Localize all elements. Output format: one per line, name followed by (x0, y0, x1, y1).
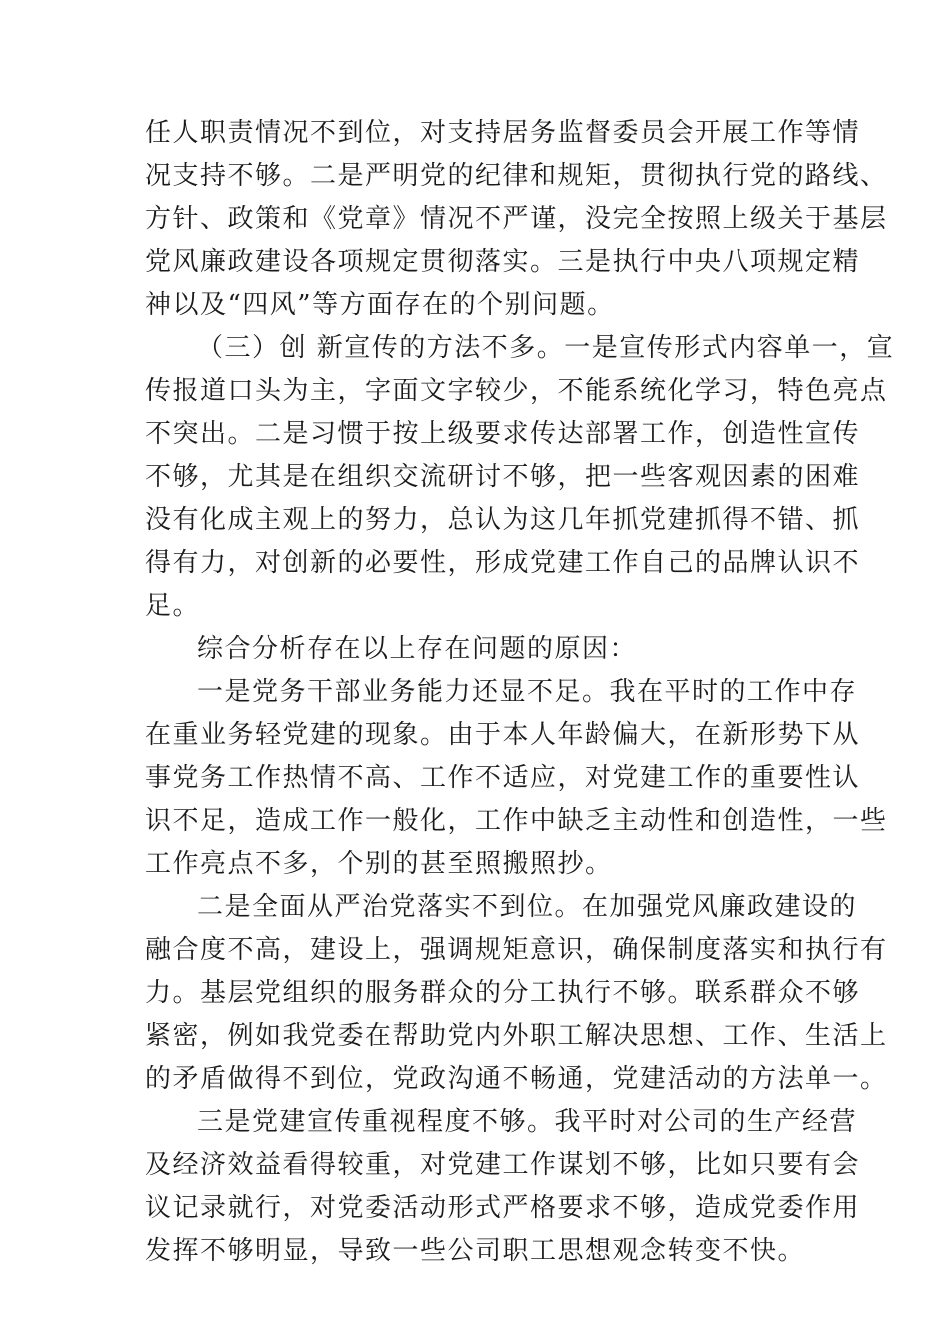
text-line: 融合度不高，建设上，强调规矩意识，确保制度落实和执行有 (145, 935, 888, 965)
text-line: 不够，尤其是在组织交流研讨不够，把一些客观因素的困难 (145, 462, 861, 492)
text-line: 识不足，造成工作一般化，工作中缺乏主动性和创造性，一些 (145, 806, 888, 836)
text-line: 足。 (145, 591, 201, 621)
text-line: 综合分析存在以上存在问题的原因： (197, 634, 638, 664)
text-line: 在重业务轻党建的现象。由于本人年龄偏大，在新形势下从 (145, 720, 861, 750)
text-line: 三是党建宣传重视程度不够。我平时对公司的生产经营 (197, 1107, 858, 1137)
text-line: 党风廉政建设各项规定贯彻落实。三是执行中央八项规定精 (145, 247, 861, 277)
text-line: 事党务工作热情不高、工作不适应，对党建工作的重要性认 (145, 763, 861, 793)
document-body (145, 112, 895, 1273)
text-line: 得有力，对创新的必要性，形成党建工作自己的品牌认识不 (145, 548, 861, 578)
paragraph (145, 886, 888, 1101)
text-line: 方针、政策和《党章》情况不严谨，没完全按照上级关于基层 (145, 204, 888, 234)
paragraph (145, 671, 888, 886)
text-line: 没有化成主观上的努力，总认为这几年抓党建抓得不错、抓 (145, 505, 861, 535)
text-line: 工作亮点不多，个别的甚至照搬照抄。 (145, 849, 613, 879)
text-line: 神以及“四风”等方面存在的个别问题。 (145, 290, 615, 320)
paragraph (145, 628, 809, 671)
text-line: 议记录就行，对党委活动形式严格要求不够，造成党委作用 (145, 1193, 861, 1223)
paragraph (145, 1101, 861, 1273)
text-line: 任人职责情况不到位，对支持居务监督委员会开展工作等情 (145, 118, 861, 148)
text-line: 发挥不够明显，导致一些公司职工思想观念转变不快。 (145, 1236, 806, 1266)
text-line: 力。基层党组织的服务群众的分工执行不够。联系群众不够 (145, 978, 861, 1008)
text-line: （三）创 新宣传的方法不多。一是宣传形式内容单一，宣 (197, 333, 895, 363)
text-line: 一是党务干部业务能力还显不足。我在平时的工作中存 (197, 677, 858, 707)
paragraph (145, 327, 895, 628)
paragraph (145, 112, 888, 327)
text-line: 况支持不够。二是严明党的纪律和规矩，贯彻执行党的路线、 (145, 161, 888, 191)
text-line: 传报道口头为主，字面文字较少，不能系统化学习，特色亮点 (145, 376, 888, 406)
text-line: 的矛盾做得不到位，党政沟通不畅通，党建活动的方法单一。 (145, 1064, 888, 1094)
text-line: 及经济效益看得较重，对党建工作谋划不够，比如只要有会 (145, 1150, 861, 1180)
text-line: 不突出。二是习惯于按上级要求传达部署工作，创造性宣传 (145, 419, 861, 449)
text-line: 二是全面从严治党落实不到位。在加强党风廉政建设的 (197, 892, 858, 922)
text-line: 紧密，例如我党委在帮助党内外职工解决思想、工作、生活上 (145, 1021, 888, 1051)
